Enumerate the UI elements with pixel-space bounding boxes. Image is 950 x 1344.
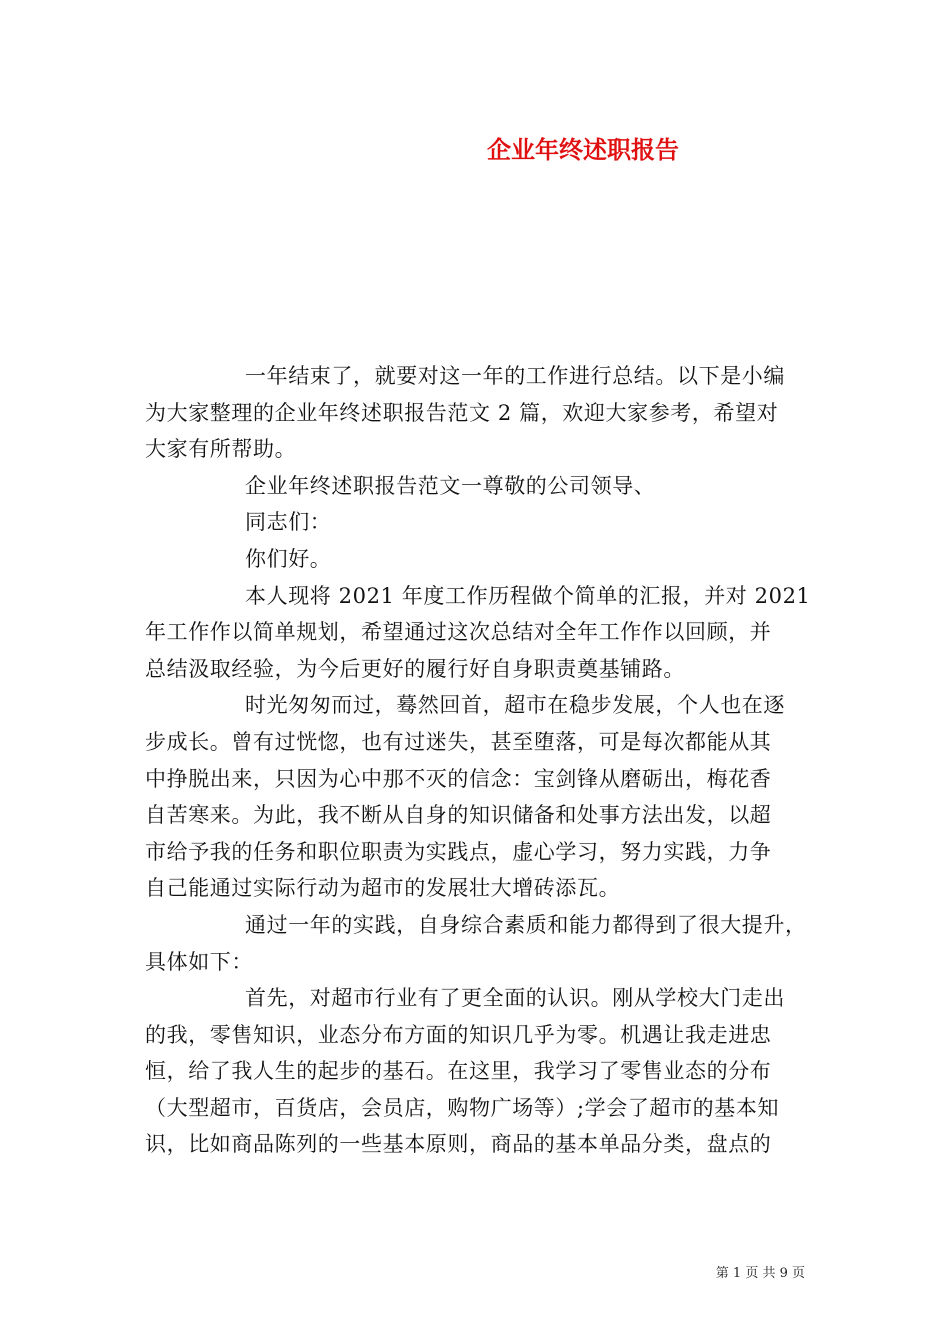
body-line: 首先，对超市行业有了更全面的认识。刚从学校大门走出 (245, 986, 785, 1011)
body-line: 识，比如商品陈列的一些基本原则，商品的基本单品分类，盘点的 (145, 1132, 772, 1157)
body-line: 企业年终述职报告范文一尊敬的公司领导、 (245, 473, 656, 498)
body-line: 本人现将 2021 年度工作历程做个简单的汇报，并对 2021 (245, 583, 811, 608)
body-line: 大家有所帮助。 (145, 437, 297, 462)
body-line: 一年结束了，就要对这一年的工作进行总结。以下是小编 (245, 364, 785, 388)
page-number-footer: 第 1 页 共 9 页 (715, 1266, 805, 1281)
body-line: 中挣脱出来，只因为心中那不灭的信念：宝剑锋从磨砺出，梅花香 (145, 766, 772, 791)
document-title: 企业年终述职报告 (487, 135, 679, 164)
body-line: 恒，给了我人生的起步的基石。在这里，我学习了零售业态的分布 (145, 1059, 772, 1084)
body-line: 具体如下： (145, 949, 253, 974)
body-line: 你们好。 (245, 546, 332, 571)
body-line: 为大家整理的企业年终述职报告范文 2 篇，欢迎大家参考，希望对 (145, 400, 779, 425)
body-line: 的我，零售知识，业态分布方面的知识几乎为零。机遇让我走进忠 (145, 1022, 772, 1047)
document-body (145, 358, 811, 1163)
body-line: 自苦寒来。为此，我不断从自身的知识储备和处事方法出发，以超 (145, 803, 772, 828)
body-line: 总结汲取经验，为今后更好的履行好自身职责奠基铺路。 (145, 656, 685, 681)
body-line: 自己能通过实际行动为超市的发展壮大增砖添瓦。 (145, 876, 621, 901)
body-line: 年工作作以简单规划，希望通过这次总结对全年工作作以回顾，并 (145, 620, 772, 645)
body-line: 步成长。曾有过恍惚，也有过迷失，甚至堕落，可是每次都能从其 (145, 729, 772, 754)
body-line: 通过一年的实践，自身综合素质和能力都得到了很大提升， (245, 912, 807, 937)
body-line: 时光匆匆而过，蓦然回首，超市在稳步发展，个人也在逐 (245, 693, 785, 718)
title-container (0, 130, 950, 170)
body-line: 同志们： (245, 510, 332, 535)
body-line: （大型超市，百货店，会员店，购物广场等）;学会了超市的基本知 (145, 1095, 780, 1120)
body-line: 市给予我的任务和职位职责为实践点，虚心学习，努力实践，力争 (145, 839, 772, 864)
